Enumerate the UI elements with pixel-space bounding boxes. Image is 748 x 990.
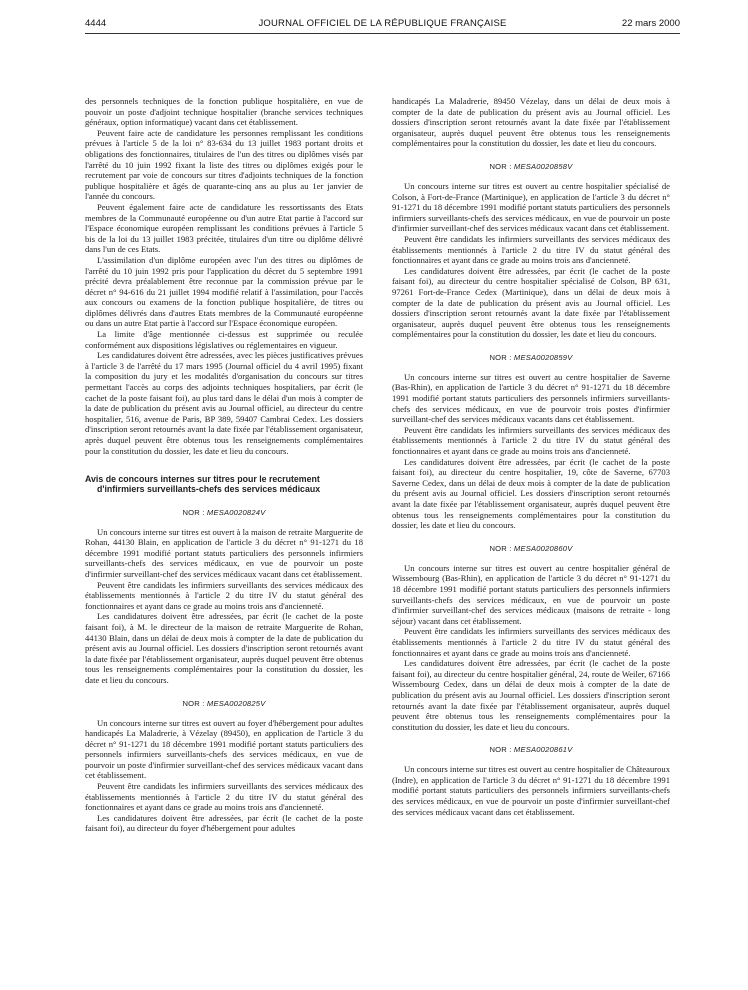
nor-label: NOR : <box>489 352 512 362</box>
paragraph: La limite d'âge mentionnée ci-dessus est supprimée ou reculée conformément aux dispositions législatives ou réglementaires en vigueur. <box>85 329 363 350</box>
paragraph: Peuvent faire acte de candidature les personnes remplissant les conditions prévues à l'article 5 de la loi n° 83-634 du 13 juillet 1983 portant droits et obligations des fonctionnaires, titulaires de l'un des titres ou diplômes visés par l'arrêté du 10 juin 1992 fixant la liste des titres ou diplômes exigés pour le recrutement par voie de concours sur titres d'adjoints techniques de la fonction publique hospitalière et âgés de quarante-cinq ans au plus au 1er janvier de l'année du concours. <box>85 127 363 202</box>
paragraph: Peuvent être candidats les infirmiers surveillants des services médicaux des établissements mentionnés à l'article 2 du titre IV du statut général des fonctionnaires et ayant dans ce grade au moins trois ans d'ancienneté. <box>392 233 670 266</box>
paragraph: Un concours interne sur titres est ouvert au centre hospitalier de Saverne (Bas-Rhin), en application de l'article 3 du décret n° 91-1271 du 18 décembre 1991 modifié portant statuts particuliers des personnels infirmiers surveillants-chefs des services médicaux, en vue de pourvoir trois postes d'infirmier surveillant-chef des services médicaux vacants dans cet établissement. <box>392 371 670 425</box>
section-title: Avis de concours internes sur titres pour le recrutement d'infirmiers surveillants-chefs des services médicaux <box>85 474 321 495</box>
paragraph: Un concours interne sur titres est ouvert au centre hospitalier général de Wissembourg (Bas-Rhin), en application de l'article 3 du décret n° 91-1271 du 18 décembre 1991 modifié portant statuts particuliers des personnels infirmiers surveillants-chefs des services médicaux, en vue de pourvoir un poste d'infirmier surveillant-chef des services médicaux (maisons de retraite - long séjour) vacant dans cet établissement. <box>392 562 670 626</box>
nor-value: MESA0020859V <box>513 352 573 362</box>
nor-value: MESA0020860V <box>513 543 573 553</box>
paragraph: des personnels techniques de la fonction publique hospitalière, en vue de pouvoir un poste d'adjoint technique hospitalier (branche services techniques généraux, option informatique) vacant dans cet établissement. <box>85 96 363 128</box>
nor-label: NOR : <box>182 507 205 517</box>
nor-label: NOR : <box>182 698 205 708</box>
paragraph: Les candidatures doivent être adressées, par écrit (le cachet de la poste faisant foi), à M. le directeur de la maison de retraite Marguerite de Rohan, 44130 Blain, dans un délai de deux mois à compter de la date de publication du présent avis au Journal officiel. Les dossiers d'inscription seront retournés avant la date fixée par l'établissement organisateur, auprès duquel peuvent être obtenus tous les renseignements complémentaires pour la constitution du dossier, les date et lieu du concours. <box>85 611 363 685</box>
paragraph: Peuvent être candidats les infirmiers surveillants des services médicaux des établissements mentionnés à l'article 2 du titre IV du statut général des fonctionnaires et ayant dans ce grade au moins trois ans d'ancienneté. <box>392 424 670 457</box>
paragraph: Peuvent être candidats les infirmiers surveillants des services médicaux des établissements mentionnés à l'article 2 du titre IV du statut général des fonctionnaires et ayant dans ce grade au moins trois ans d'ancienneté. <box>85 579 363 611</box>
nor-value: MESA0020861V <box>513 745 573 755</box>
nor-reference <box>392 353 670 362</box>
nor-value: MESA0020858V <box>513 161 573 171</box>
paragraph: Les candidatures doivent être adressées, par écrit (le cachet de la poste faisant foi), au directeur du centre hospitalier, 19, côte de Saverne, 67703 Saverne Cedex, dans un délai de deux mois à compter de la date de publication du présent avis au Journal officiel. Les dossiers d'inscription seront retournés avant la date fixée par l'établissement organisateur, auprès duquel peuvent être obtenus tous les renseignements complémentaires pour la constitution du dossier, les date et lieu du concours. <box>392 456 670 531</box>
left-column <box>85 96 363 834</box>
nor-reference <box>85 699 363 708</box>
paragraph: L'assimilation d'un diplôme européen avec l'un des titres ou diplômes de l'arrêté du 10 juin 1992 pris pour l'application du décret du 5 septembre 1991 précité devra préalablement être reconnue par la commission prévue par le décret n° 94-616 du 21 juillet 1994 modifié relatif à l'assimilation, pour l'accès aux concours ou examens de la fonction publique hospitalière, de titres ou diplômes délivrés dans d'autres Etats membres de la Communauté européenne ou dans un autre Etat partie à l'accord sur l'Espace économique européen. <box>85 254 363 329</box>
paragraph: Un concours interne sur titres est ouvert au centre hospitalier spécialisé de Colson, à Fort-de-France (Martinique), en application de l'article 3 du décret n° 91-1271 du 18 décembre 1991 modifié portant statuts particuliers des personnels infirmiers surveillants-chefs des services médicaux, en vue de pourvoir un poste d'infirmier surveillant-chef des services médicaux vacant dans cet établissement. <box>392 180 670 234</box>
nor-reference <box>85 508 363 517</box>
nor-label: NOR : <box>489 543 512 553</box>
paragraph: Peuvent être candidats les infirmiers surveillants des services médicaux des établissements mentionnés à l'article 2 du titre IV du statut général des fonctionnaires et ayant dans ce grade au moins trois ans d'ancienneté. <box>392 626 670 658</box>
paragraph: Peuvent être candidats les infirmiers surveillants des services médicaux des établissements mentionnés à l'article 2 du titre IV du statut général des fonctionnaires et ayant dans ce grade au moins trois ans d'ancienneté. <box>85 781 363 813</box>
paragraph: Les candidatures doivent être adressées, par écrit (le cachet de la poste faisant foi), au directeur du centre hospitalier général, 24, route de Weiler, 67166 Wissembourg Cedex, dans un délai de deux mois à compter de la date de publication du présent avis au Journal officiel. Les dossiers d'inscription seront retournés avant la date fixée par l'établissement organisateur, auprès duquel peuvent être obtenus tous les renseignements complémentaires pour la constitution du dossier, les date et lieu du concours. <box>392 658 670 732</box>
right-column <box>392 96 670 817</box>
nor-value: MESA0020824V <box>206 507 266 517</box>
issue-date: 22 mars 2000 <box>621 18 680 29</box>
nor-reference <box>392 544 670 553</box>
journal-title: JOURNAL OFFICIEL DE LA RÉPUBLIQUE FRANÇAISE <box>258 18 507 29</box>
paragraph: Un concours interne sur titres est ouvert au foyer d'hébergement pour adultes handicapés La Maladrerie, à Vézelay (89450), en application de l'article 3 du décret n° 91-1271 du 18 décembre 1991 modifié portant statuts particuliers des personnels infirmiers surveillants-chefs des services médicaux, en vue de pourvoir un poste d'infirmier surveillant-chef des services médicaux vacant dans cet établissement. <box>85 717 363 781</box>
paragraph: Les candidatures doivent être adressées, par écrit (le cachet de la poste faisant foi), au directeur du centre hospitalier spécialisé de Colson, BP 631, 97261 Fort-de-France Cedex (Martinique), dans un délai de deux mois à compter de la date de publication du présent avis au Journal officiel. Les dossiers d'inscription seront retournés avant la date fixée par l'établissement organisateur, auprès duquel peuvent être obtenus tous les renseignements complémentaires pour la constitution du dossier, les date et lieu du concours. <box>392 265 670 340</box>
paragraph: Les candidatures doivent être adressées, avec les pièces justificatives prévues à l'article 3 de l'arrêté du 17 mars 1995 (Journal officiel du 4 avril 1995) fixant la composition du jury et les modalités d'organisation du concours sur titres permettant l'accès au corps des adjoints techniques hospitaliers, par écrit (le cachet de la poste faisant foi), au plus tard dans le délai d'un mois à compter de la date de publication du présent avis au Journal officiel, au directeur du centre hospitalier, 516, avenue de Paris, BP 389, 59407 Cambrai Cedex. Les dossiers d'inscription seront retournés avant la date fixée par l'établissement organisateur, après duquel peuvent être obtenus tous les renseignements complémentaires pour la constitution du dossier, les date et lieu du concours. <box>85 350 363 456</box>
nor-value: MESA0020825V <box>206 698 266 708</box>
nor-reference <box>392 745 670 754</box>
nor-label: NOR : <box>489 161 512 171</box>
page-header <box>85 18 680 32</box>
paragraph: handicapés La Maladrerie, 89450 Vézelay, dans un délai de deux mois à compter de la date de publication du présent avis au Journal officiel. Les dossiers d'inscription seront retournés avant la date fixée par l'établissement organisateur, auprès duquel peuvent être obtenus tous les renseignements complémentaires pour la constitution du dossier, les date et lieu du concours. <box>392 96 670 149</box>
header-rule <box>85 33 680 34</box>
paragraph: Un concours interne sur titres est ouvert au centre hospitalier de Châteauroux (Indre), en application de l'article 3 du décret n° 91-1271 du 18 décembre 1991 modifié portant statuts particuliers des personnels infirmiers surveillants-chefs des services médicaux, en vue de pourvoir un poste d'infirmier surveillant-chef des services médicaux vacant dans cet établissement. <box>392 764 670 817</box>
nor-reference <box>392 162 670 171</box>
paragraph: Peuvent également faire acte de candidature les ressortissants des Etats membres de la Communauté européenne ou d'un autre Etat partie à l'accord sur l'Espace économique européen remplissant les conditions prévues à l'article 5 bis de la loi du 13 juillet 1983 précitée, titulaires d'un titre ou diplôme délivré dans l'un de ces Etats. <box>85 201 363 255</box>
paragraph: Les candidatures doivent être adressées, par écrit (le cachet de la poste faisant foi), au directeur du foyer d'hébergement pour adultes <box>85 812 363 834</box>
nor-label: NOR : <box>489 745 512 755</box>
paragraph: Un concours interne sur titres est ouvert à la maison de retraite Marguerite de Rohan, 44130 Blain, en application de l'article 3 du décret n° 91-1271 du 18 décembre 1991 modifié portant statuts particuliers des personnels infirmiers surveillants-chefs des services médicaux, en vue de pourvoir un poste d'infirmier surveillant-chef des services médicaux vacant dans cet établissement. <box>85 526 363 579</box>
page-number: 4444 <box>85 18 107 29</box>
